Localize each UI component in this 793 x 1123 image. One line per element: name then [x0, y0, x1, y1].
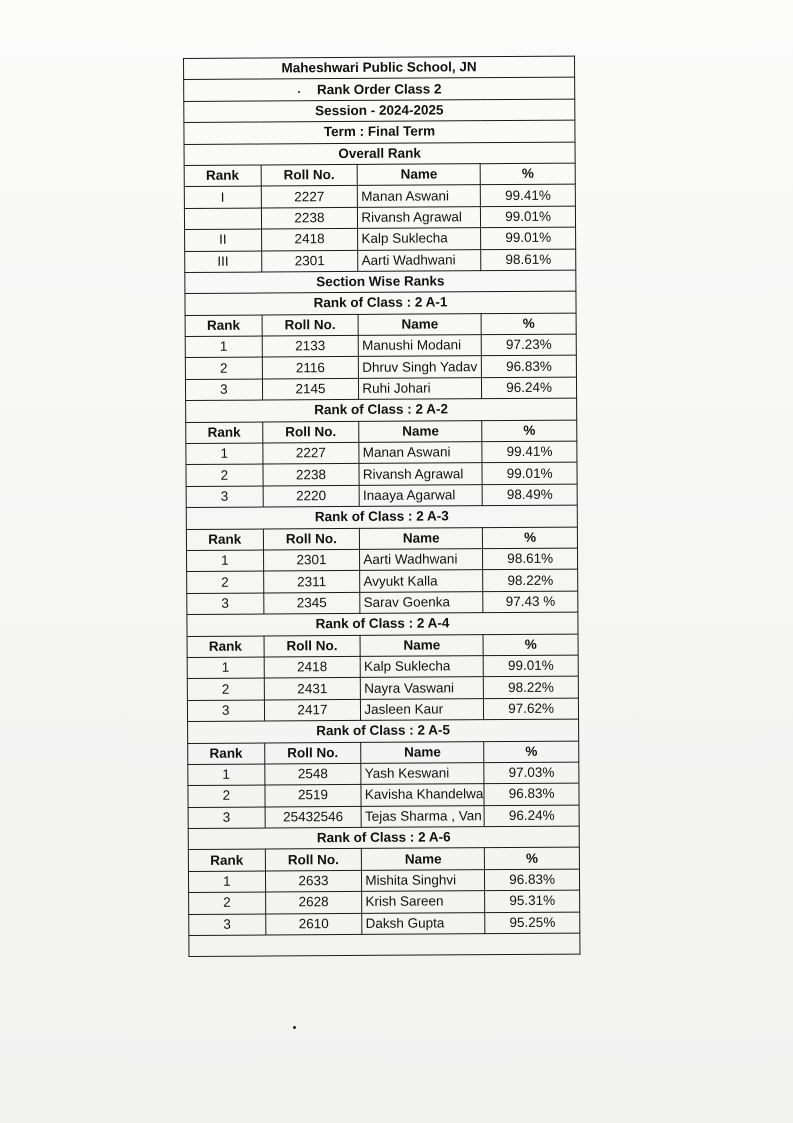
table-row [189, 912, 580, 936]
percent-cell: 96.83% [485, 869, 580, 891]
roll-cell: 2227 [262, 442, 359, 464]
roll-cell: 2628 [265, 892, 362, 914]
percent-cell: 99.41% [481, 184, 576, 206]
roll-cell: 2133 [262, 336, 359, 358]
blank-cell [189, 933, 580, 957]
name-cell: Tejas Sharma , Van [361, 805, 484, 827]
column-header-name: Name [360, 634, 483, 656]
column-header-rank: Rank [184, 165, 261, 187]
school-name: Maheshwari Public School, JN [184, 56, 575, 80]
name-cell: Kalp Suklecha [360, 656, 483, 678]
rank-cell: 2 [185, 357, 262, 379]
table-row [185, 227, 576, 251]
percent-cell: 99.01% [481, 206, 576, 228]
name-cell: Ruhi Johari [359, 378, 482, 400]
name-cell: Dhruv Singh Yadav [359, 356, 482, 378]
rank-cell: 2 [189, 892, 266, 914]
roll-cell: 2145 [262, 378, 359, 400]
roll-cell: 2301 [263, 549, 360, 571]
table-row [185, 377, 576, 401]
name-cell: Yash Keswani [361, 763, 484, 785]
section-column-headers [186, 527, 577, 551]
percent-cell: 96.83% [482, 356, 577, 378]
rank-cell: 1 [188, 871, 265, 893]
column-header-roll: Roll No. [261, 164, 358, 186]
rank-cell: 3 [189, 914, 266, 936]
section-title: Rank of Class : 2 A-4 [187, 612, 578, 636]
column-header-rank: Rank [187, 636, 264, 658]
percent-cell: 97.62% [484, 698, 579, 720]
roll-cell: 2418 [264, 656, 361, 678]
column-header-name: Name [361, 741, 484, 763]
column-header-percent: % [480, 163, 575, 185]
table-row [188, 783, 579, 807]
roll-cell: 2238 [261, 207, 358, 229]
table-row [188, 762, 579, 786]
column-header-roll: Roll No. [262, 314, 359, 336]
rank-cell: 3 [188, 807, 265, 829]
section-title: Rank of Class : 2 A-1 [185, 291, 576, 315]
session-label: Session - 2024-2025 [184, 99, 575, 123]
name-cell: Avyukt Kalla [360, 570, 483, 592]
column-header-rank: Rank [185, 315, 262, 337]
rank-cell: 1 [187, 550, 264, 572]
table-row [187, 655, 578, 679]
percent-cell: 99.01% [481, 227, 576, 249]
section-title: Rank of Class : 2 A-2 [186, 398, 577, 422]
roll-cell: 2345 [263, 592, 360, 614]
section-column-headers [186, 420, 577, 444]
table-row [187, 698, 578, 722]
roll-cell: 2301 [261, 250, 358, 272]
percent-cell: 98.22% [483, 569, 578, 591]
term-label: Term : Final Term [184, 120, 575, 144]
rank-cell: 1 [186, 443, 263, 465]
table-row [185, 356, 576, 380]
rank-cell: 1 [188, 764, 265, 786]
name-cell: Manan Aswani [359, 442, 482, 464]
percent-cell: 97.23% [481, 334, 576, 356]
section-title: Rank of Class : 2 A-3 [186, 505, 577, 529]
roll-cell: 2418 [261, 229, 358, 251]
table-row [186, 463, 577, 487]
name-cell: Manushi Modani [359, 335, 482, 357]
table-row [188, 805, 579, 829]
overall-column-headers [184, 163, 575, 187]
name-cell: Rivansh Agrawal [358, 206, 481, 228]
roll-cell: 2116 [262, 357, 359, 379]
column-header-roll: Roll No. [263, 528, 360, 550]
rank-cell [184, 208, 261, 230]
rank-cell: 1 [187, 657, 264, 679]
name-cell: Mishita Singhvi [362, 870, 485, 892]
table-row [187, 569, 578, 593]
section-wise-title: Section Wise Ranks [185, 270, 576, 294]
section-column-headers [188, 848, 579, 872]
roll-cell: 2633 [265, 870, 362, 892]
rank-cell: III [185, 251, 262, 273]
roll-cell: 25432546 [265, 806, 362, 828]
name-cell: Rivansh Agrawal [359, 463, 482, 485]
percent-cell: 97.03% [484, 762, 579, 784]
column-header-roll: Roll No. [264, 742, 361, 764]
table-row [185, 334, 576, 358]
column-header-percent: % [484, 741, 579, 763]
column-header-rank: Rank [188, 849, 265, 871]
percent-cell: 98.49% [482, 484, 577, 506]
roll-cell: 2220 [263, 485, 360, 507]
table-row [189, 890, 580, 914]
roll-cell: 2311 [263, 571, 360, 593]
percent-cell: 96.24% [482, 377, 577, 399]
percent-cell: 99.01% [482, 463, 577, 485]
roll-cell: 2519 [265, 785, 362, 807]
rank-cell: 2 [188, 785, 265, 807]
section-title: Rank of Class : 2 A-6 [188, 826, 579, 850]
table-row [188, 869, 579, 893]
column-header-name: Name [360, 527, 483, 549]
roll-cell: 2238 [263, 464, 360, 486]
column-header-roll: Roll No. [264, 635, 361, 657]
name-cell: Jasleen Kaur [361, 698, 484, 720]
roll-cell: 2431 [264, 678, 361, 700]
roll-cell: 2548 [264, 763, 361, 785]
column-header-rank: Rank [188, 743, 265, 765]
rank-cell: 2 [186, 464, 263, 486]
name-cell: Inaaya Agarwal [359, 484, 482, 506]
scan-speck [293, 1026, 296, 1029]
column-header-percent: % [485, 848, 580, 870]
name-cell: Kalp Suklecha [358, 228, 481, 250]
roll-cell: 2227 [261, 186, 358, 208]
name-cell: Aarti Wadhwani [360, 549, 483, 571]
rank-cell: 3 [186, 486, 263, 508]
column-header-name: Name [359, 420, 482, 442]
column-header-name: Name [358, 313, 481, 335]
name-cell: Daksh Gupta [362, 912, 485, 934]
section-column-headers [187, 634, 578, 658]
table-row [187, 676, 578, 700]
column-header-percent: % [483, 634, 578, 656]
rank-cell: 3 [187, 700, 264, 722]
roll-cell: 2610 [265, 913, 362, 935]
rank-cell: 1 [185, 336, 262, 358]
percent-cell: 95.31% [485, 890, 580, 912]
column-header-percent: % [483, 527, 578, 549]
name-cell: Kavisha Khandelwa [361, 784, 484, 806]
name-cell: Manan Aswani [358, 185, 481, 207]
table-row [185, 249, 576, 273]
name-cell: Aarti Wadhwani [358, 249, 481, 271]
table-row [184, 206, 575, 230]
scan-speck [298, 91, 300, 93]
table-row [187, 548, 578, 572]
section-title: Rank of Class : 2 A-5 [188, 719, 579, 743]
column-header-rank: Rank [186, 529, 263, 551]
column-header-percent: % [481, 313, 576, 335]
percent-cell: 96.24% [484, 805, 579, 827]
column-header-rank: Rank [186, 422, 263, 444]
name-cell: Sarav Goenka [360, 591, 483, 613]
percent-cell: 98.22% [484, 676, 579, 698]
blank-row [189, 933, 580, 957]
percent-cell: 95.25% [485, 912, 580, 934]
report-title: Rank Order Class 2 [184, 77, 575, 101]
section-column-headers [185, 313, 576, 337]
rank-cell: II [185, 229, 262, 251]
rank-cell: 2 [187, 678, 264, 700]
column-header-name: Name [362, 848, 485, 870]
name-cell: Krish Sareen [362, 891, 485, 913]
percent-cell: 98.61% [483, 548, 578, 570]
roll-cell: 2417 [264, 699, 361, 721]
rank-cell: 2 [187, 571, 264, 593]
percent-cell: 97.43 % [483, 591, 578, 613]
percent-cell: 96.83% [484, 783, 579, 805]
percent-cell: 99.01% [483, 655, 578, 677]
column-header-roll: Roll No. [262, 421, 359, 443]
column-header-roll: Roll No. [265, 849, 362, 871]
table-row [186, 441, 577, 465]
overall-rank-title: Overall Rank [184, 142, 575, 166]
rank-order-table [183, 56, 580, 958]
name-cell: Nayra Vaswani [361, 677, 484, 699]
percent-cell: 98.61% [481, 249, 576, 271]
column-header-percent: % [482, 420, 577, 442]
percent-cell: 99.41% [482, 441, 577, 463]
rank-cell: I [184, 186, 261, 208]
rank-cell: 3 [185, 379, 262, 401]
table-row [184, 184, 575, 208]
table-row [186, 484, 577, 508]
column-header-name: Name [357, 164, 480, 186]
table-row [187, 591, 578, 615]
rank-cell: 3 [187, 593, 264, 615]
section-column-headers [188, 741, 579, 765]
